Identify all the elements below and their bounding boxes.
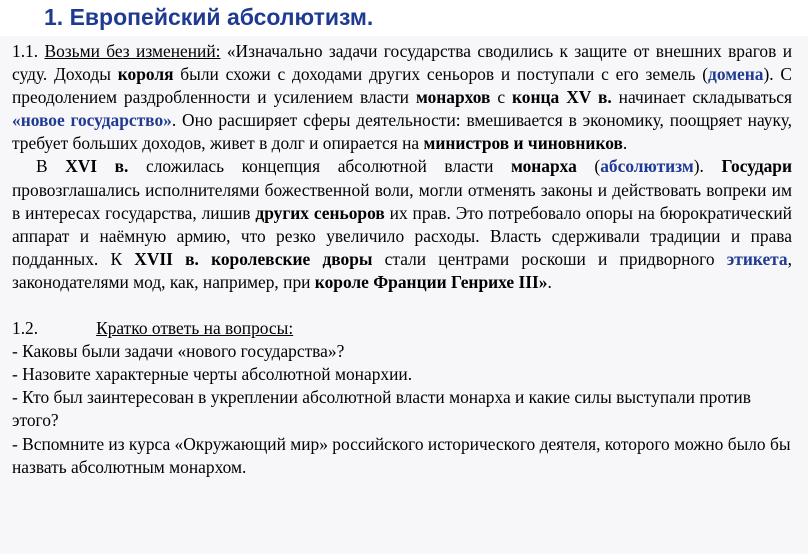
highlighted-term: абсолютизм [600,156,694,177]
bold-term: королевские дворы [211,248,373,269]
section-1-1-heading: Возьми без изменений: [44,41,221,61]
bold-term: XVI в. [65,156,129,177]
document-body [12,40,792,479]
text-run: с [490,87,513,108]
text-run: стали центрами роскоши и придворного [372,248,727,269]
bold-term: монархов [415,87,491,108]
text-run: ( [576,156,601,177]
section-spacer [12,294,792,317]
bold-term: монарха [510,156,577,177]
section-1-2-header [12,317,792,340]
text-run: ). [693,156,722,177]
bold-term: короля [117,64,174,85]
text-run: начинает складываться [611,87,792,108]
section-1-1-paragraph-1 [12,40,792,155]
text-run: «Изначально задачи государства сводились к защите от внешних врагов и суду. Доходы [12,41,792,85]
text-run: сложилась концепция абсолютной власти [128,156,511,177]
text-run: провозглашались исполнителями божественной воли, могли отменять законы и действовать вопреки им в интересах государства, лишив [12,179,792,223]
text-run [199,249,211,269]
bold-term: министров и чиновников [423,133,623,154]
text-run: В [36,156,66,177]
section-1-2-number: 1.2. [12,318,39,339]
section-1-2-heading: Кратко ответь на вопросы: [96,318,294,339]
highlighted-term: этикета [726,248,788,269]
text-run: были схожи с доходами других сеньоров и поступали с его земель ( [173,64,709,85]
page-title: 1. Европейский абсолютизм. [44,4,374,30]
bold-term: конца XV в. [512,87,612,108]
bold-term: короле Франции Генрихе III» [314,271,548,292]
text-run: . Оно расширяет сферы деятельности: вмешивается в экономику, поощряет науку, требует больших доходов, живет в долг и опирается на [12,110,792,154]
bold-term: XVII в. [134,248,199,269]
text-run: их прав. Это потребовало опоры на бюрократический аппарат и наёмную армию, что резко увеличило расходы. Власть сдерживали традиции и права подданных. К [12,202,792,269]
section-1-1-number: 1.1. [12,41,39,61]
bold-term: других сеньоров [255,202,385,223]
question-item: - Кто был заинтересован в укреплении абсолютной власти монарха и какие силы выступали против этого? [12,387,751,431]
text-run: , законодателями мод, как, например, при [12,248,792,292]
text-run: . [622,133,628,154]
highlighted-term: домена [708,64,764,85]
highlighted-term: «новое государство» [12,110,172,131]
question-list [12,340,792,479]
question-item: - Каковы были задачи «нового государства»? [12,341,345,362]
section-1-1-paragraph-2 [12,155,792,294]
question-item: - Назовите характерные черты абсолютной монархии. [12,364,413,385]
bold-term: Государи [721,156,793,177]
text-run: . [547,271,552,292]
text-run: ). С преодолением раздробленности и усилением власти [12,64,793,108]
question-item: - Вспомните из курса «Окружающий мир» российского исторического деятеля, которого можно было бы назвать абсолютным монархом. [12,433,791,477]
